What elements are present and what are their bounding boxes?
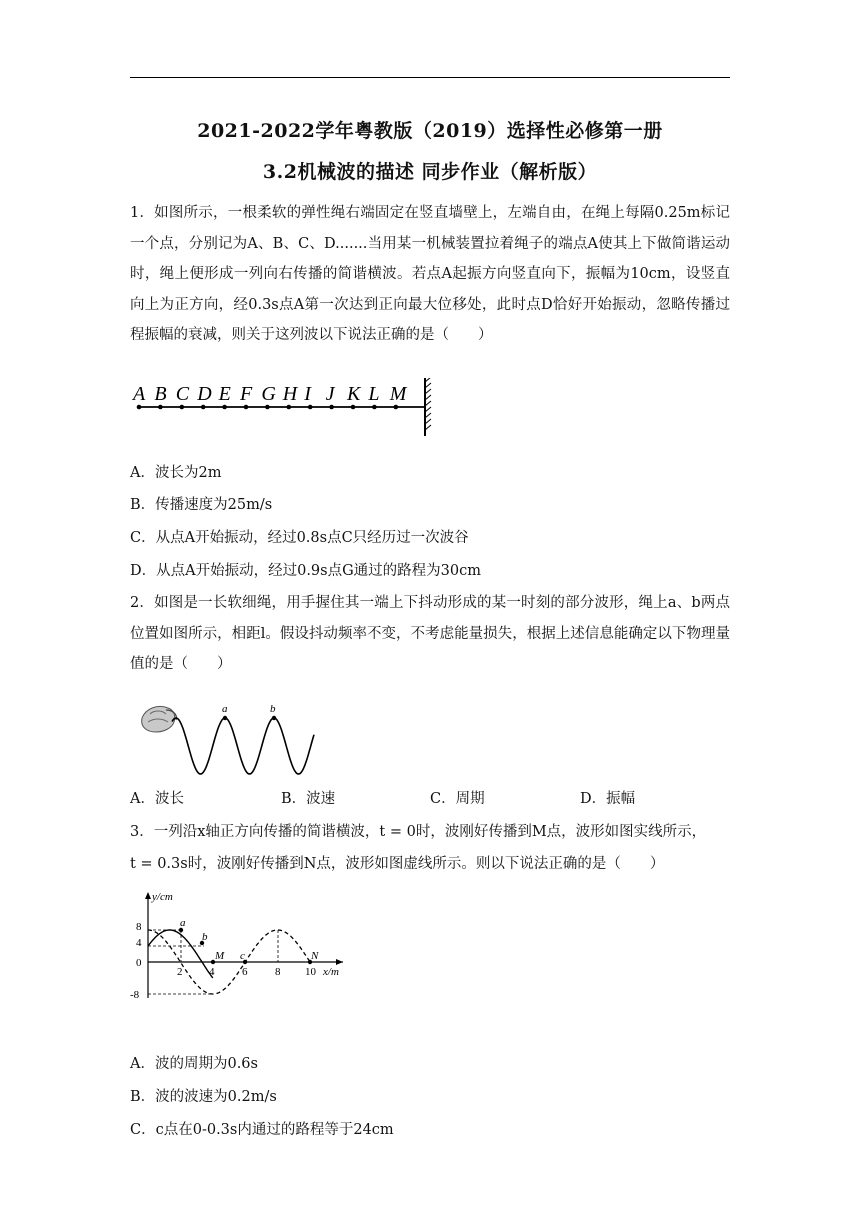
y-tick-4: 4 xyxy=(136,937,142,949)
x-tick-4: 4 xyxy=(209,966,215,978)
rope-label-b: B xyxy=(154,383,167,405)
rope-label-e: E xyxy=(218,383,231,405)
q3-text-line1: 3．一列沿x轴正方向传播的简谐横波，t = 0时，波刚好传播到M点，波形如图实线所示， xyxy=(130,824,707,840)
rope-point-m xyxy=(394,405,399,410)
y-axis-label: y/cm xyxy=(152,891,173,903)
label-b: b xyxy=(270,703,276,715)
rope-point-a xyxy=(137,405,142,410)
q1-option-b: B．传播速度为25m/s xyxy=(130,497,273,513)
y-tick-8: 8 xyxy=(136,921,142,933)
rope-wave xyxy=(172,718,314,774)
rope-label-d: D xyxy=(197,383,212,405)
rope-label-k: K xyxy=(347,383,361,405)
q1-option-a: A．波长为2m xyxy=(130,465,222,481)
document-title: 2021-2022学年粤教版（2019）选择性必修第一册 xyxy=(197,120,663,142)
q1-option-d: D．从点A开始振动，经过0.9s点G通过的路程为30cm xyxy=(130,563,482,579)
q2-text: 2．如图是一长软细绳，用手握住其一端上下抖动形成的某一时刻的部分波形，绳上a、b两点位置如图所示，相距l。假设抖动频率不变，不考虑能量损失，根据上述信息能确定以下物理量值的是（ ） xyxy=(130,595,730,672)
point-b xyxy=(272,716,276,720)
hand-icon xyxy=(142,706,177,732)
rope-label-l: L xyxy=(368,383,380,405)
label-m: M xyxy=(215,950,225,962)
q3-option-b: B．波的波速为0.2m/s xyxy=(130,1089,277,1105)
rope-label-f: F xyxy=(240,383,253,405)
x-tick-10: 10 xyxy=(305,966,316,978)
q1-rope-figure xyxy=(128,378,438,440)
q2-hand-wave-figure xyxy=(136,700,326,775)
document-subtitle: 3.2机械波的描述 同步作业（解析版） xyxy=(262,161,598,183)
rope-point-e xyxy=(222,405,227,410)
q2-option-c: C．周期 xyxy=(430,791,485,807)
x-axis-label: x/m xyxy=(323,966,339,978)
y-tick-neg8: -8 xyxy=(130,989,140,1001)
rope-point-c xyxy=(180,405,185,410)
label-c: c xyxy=(240,950,245,962)
label-b: b xyxy=(202,931,208,943)
q3-option-c: C．c点在0-0.3s内通过的路程等于24cm xyxy=(130,1122,394,1138)
rope-label-m: M xyxy=(389,383,407,405)
x-tick-6: 6 xyxy=(242,966,248,978)
rope-label-c: C xyxy=(175,383,190,405)
label-n: N xyxy=(311,950,319,962)
rope-point-b xyxy=(158,405,163,410)
q3-wave-graph xyxy=(128,888,358,1008)
q2-option-d: D．振幅 xyxy=(580,791,636,807)
q3-text-line2: t = 0.3s时，波刚好传播到N点，波形如图虚线所示。则以下说法正确的是（ ） xyxy=(130,856,665,872)
rope-label-a: A xyxy=(133,383,146,405)
q3-option-a: A．波的周期为0.6s xyxy=(130,1056,258,1072)
label-a: a xyxy=(180,917,186,929)
q2-option-a: A．波长 xyxy=(130,791,184,807)
rope-label-j: J xyxy=(325,383,335,405)
rope-label-i: I xyxy=(304,383,311,405)
rope-label-h: H xyxy=(282,383,298,405)
point-a xyxy=(223,716,227,720)
label-a: a xyxy=(222,703,228,715)
x-tick-8: 8 xyxy=(275,966,281,978)
rope-point-f xyxy=(244,405,249,410)
x-tick-2: 2 xyxy=(177,966,183,978)
q1-text: 1．如图所示，一根柔软的弹性绳右端固定在竖直墙壁上，左端自由，在绳上每隔0.25m标记一个点，分别记为A、B、C、D.......当用某一机械装置拉着绳子的端点A使其上下做简谐运动时，绳上便形成一列向右传播的简谐横波。若点A起振方向竖直向下，振幅为10cm，设竖直向上为正方向，经0.3s点A第一次达到正向最大位移处，此时点D恰好开始振动，忽略传播过程振幅的衰减，则关于这列波以下说法正确的是（ ） xyxy=(130,205,730,343)
rope-point-l xyxy=(372,405,377,410)
q1-option-c: C．从点A开始振动，经过0.8s点C只经历过一次波谷 xyxy=(130,530,469,546)
header-rule xyxy=(130,77,730,78)
rope-label-g: G xyxy=(261,383,276,405)
rope-point-g xyxy=(265,405,270,410)
q2-option-b: B．波速 xyxy=(281,791,336,807)
rope-point-k xyxy=(351,405,356,410)
rope-point-i xyxy=(308,405,313,410)
rope-point-d xyxy=(201,405,206,410)
rope-point-j xyxy=(329,405,334,410)
y-tick-0: 0 xyxy=(136,957,142,969)
rope-point-h xyxy=(287,405,292,410)
